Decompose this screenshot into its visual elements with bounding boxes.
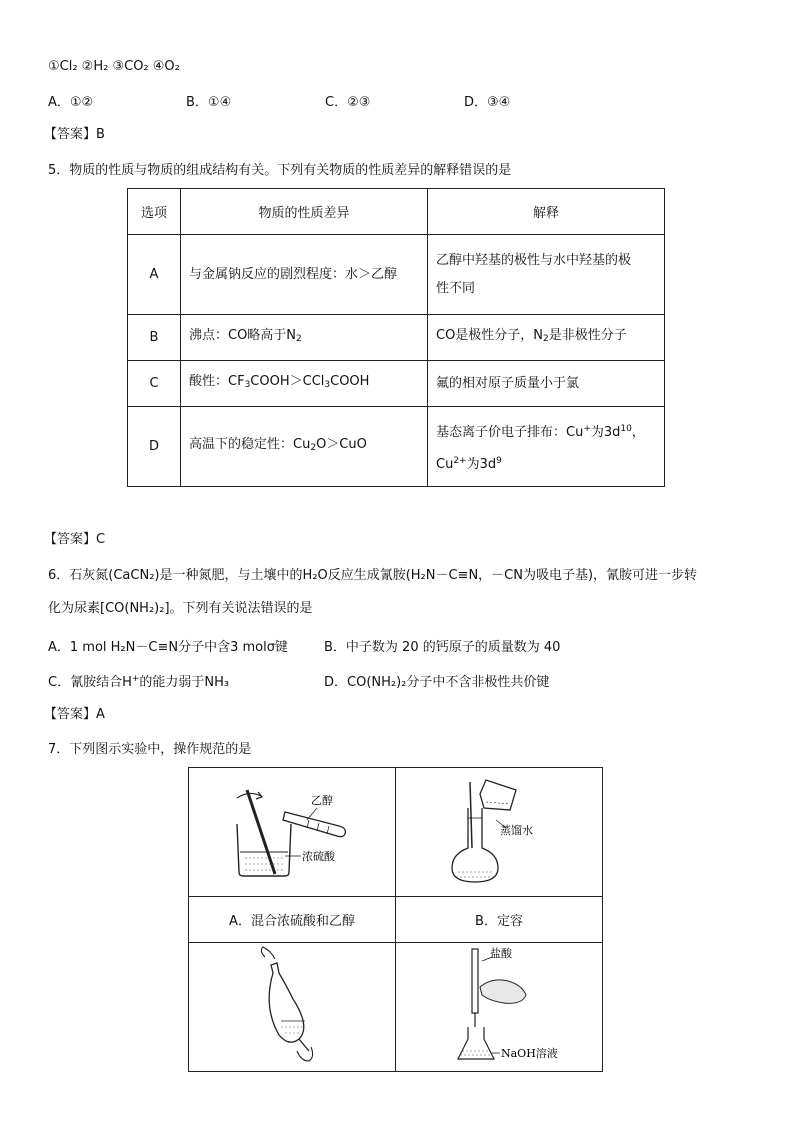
row-b-option: B [128, 315, 181, 361]
row-a-option: A [128, 235, 181, 315]
q4-option-a: A．①② [48, 95, 94, 110]
caption-b: B．定容 [396, 897, 603, 943]
caption-a: A．混合浓硫酸和乙醇 [189, 897, 396, 943]
header-explanation: 解释 [428, 189, 665, 235]
header-option: 选项 [128, 189, 181, 235]
q4-answer: 【答案】B [44, 127, 105, 142]
figure-a-cell [189, 768, 396, 897]
q6-option-b: B．中子数为 20 的钙原子的质量数为 40 [324, 640, 561, 655]
distilled-water-label: 蒸馏水 [500, 824, 533, 837]
table-row [128, 315, 665, 361]
q6-stem-line1: 6．石灰氮(CaCN₂)是一种氮肥，与土壤中的H₂O反应生成氰胺(H₂N－C≡N，－CN为吸电子基)，氰胺可进一步转 [48, 568, 698, 583]
row-b-difference: 沸点：CO略高于$N_2$ [181, 315, 428, 361]
naoh-solution-label: NaOH溶液 [501, 1047, 558, 1060]
q5-stem: 5．物质的性质与物质的组成结构有关。下列有关物质的性质差异的解释错误的是 [48, 163, 512, 178]
q6-option-a: A．1 mol H₂N－C≡N分子中含3 molσ键 [48, 640, 288, 655]
q6-options-row2 [48, 671, 748, 689]
row-a-explanation: 乙醇中羟基的极性与水中羟基的极 性不同 [428, 235, 665, 315]
figure-b-cell [396, 768, 603, 897]
row-d-option: D [128, 407, 181, 487]
header-difference: 物质的性质差异 [181, 189, 428, 235]
hydrochloric-acid-label: 盐酸 [490, 947, 512, 960]
q4-options [48, 91, 748, 109]
conc-sulfuric-acid-label: 浓硫酸 [302, 850, 335, 863]
table-row [128, 235, 665, 315]
q5-answer: 【答案】C [44, 532, 106, 547]
q7-figure-table [188, 767, 603, 1072]
table-header-row [128, 189, 665, 235]
q4-option-b: B．①④ [186, 95, 232, 110]
row-c-difference: 酸性：$CF_3COOH>CCl_3COOH$ [181, 361, 428, 407]
q7-stem: 7．下列图示实验中，操作规范的是 [48, 742, 252, 757]
titration-figure [396, 943, 602, 1067]
row-a-difference: 与金属钠反应的剧烈程度：水＞乙醇 [181, 235, 428, 315]
figure-c-cell [189, 943, 396, 1072]
mixing-acid-figure [189, 768, 395, 892]
row-c-explanation: 氟的相对原子质量小于氯 [428, 361, 665, 407]
q4-option-c: C．②③ [325, 95, 371, 110]
q4-option-d: D．③④ [464, 95, 511, 110]
volumetric-flask-figure [396, 768, 602, 892]
row-d-difference: 高温下的稳定性：$Cu_2O>CuO$ [181, 407, 428, 487]
separatory-funnel-figure [189, 943, 395, 1067]
row-c-option: C [128, 361, 181, 407]
row-b-explanation: CO是极性分子，$N_2$是非极性分子 [428, 315, 665, 361]
q5-table [127, 188, 665, 487]
q6-stem-line2: 化为尿素[CO(NH₂)₂]。下列有关说法错误的是 [48, 601, 313, 616]
ethanol-label: 乙醇 [311, 794, 333, 807]
figure-d-cell [396, 943, 603, 1072]
table-row [128, 361, 665, 407]
q6-answer: 【答案】A [44, 707, 105, 722]
q4-items: ①Cl₂ ②H₂ ③CO₂ ④O₂ [48, 59, 180, 74]
q6-options-row1 [48, 636, 748, 654]
row-d-explanation: 基态离子价电子排布：Cu+为$3d^{10}$， $Cu^{2+}$为$3d^9$ [428, 407, 665, 487]
q6-option-d: D．CO(NH₂)₂分子中不含非极性共价键 [324, 675, 550, 690]
table-row [128, 407, 665, 487]
q6-option-c: C．氰胺结合H+的能力弱于NH₃ [48, 674, 230, 690]
